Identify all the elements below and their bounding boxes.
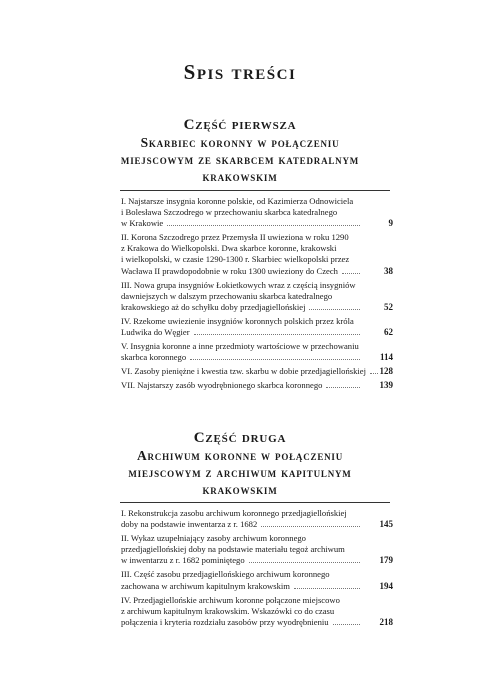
toc-page-number: 62	[384, 327, 393, 338]
part1-divider	[120, 190, 390, 191]
dot-leader	[294, 588, 360, 589]
toc-page-number: 218	[379, 616, 393, 627]
toc-entry	[121, 341, 393, 363]
toc-entry-line: i Bolesława Szczodrego w przechowaniu skarbca katedralnego	[121, 207, 338, 218]
toc-entry-line: Ludwika do Węgier	[121, 327, 190, 338]
toc-entry-line: z archiwum kapitulnym krakowskim. Wskazówki co do czasu	[121, 605, 335, 616]
toc-page-number: 9	[388, 218, 393, 229]
toc-entry-line: Wacława II prawdopodobnie w roku 1300 uwieziony do Czech	[121, 265, 338, 276]
dot-leader	[309, 309, 360, 310]
toc-entry-text	[121, 508, 363, 530]
toc-page-number: 179	[379, 555, 393, 566]
part2-label: Część druga	[193, 430, 287, 446]
part1-entries	[121, 196, 393, 395]
dot-leader	[190, 359, 360, 360]
toc-page-number: 128	[379, 366, 393, 377]
toc-entry	[121, 196, 393, 229]
toc-entry-line: II. Wykaz uzupełniający zasoby archiwum koronnego	[121, 533, 306, 544]
part2-entries	[121, 508, 393, 631]
part2-title-line: miejscowym z archiwum kapitulnym	[128, 465, 352, 480]
toc-entry-line: w inwentarzu z r. 1682 pominiętego	[121, 555, 245, 566]
toc-entry	[121, 569, 393, 591]
page-title: Spis treści	[183, 60, 297, 84]
toc-entry-text	[121, 341, 363, 363]
toc-page-number: 52	[384, 301, 393, 312]
toc-entry-text	[121, 196, 363, 229]
part1-heading	[60, 117, 420, 185]
toc-entry-line: I. Najstarsze insygnia koronne polskie, od Kazimierza Odnowiciela	[121, 196, 354, 206]
toc-entry-line: IV. Przedjagiellońskie archiwum koronne połączone miejscowo	[121, 594, 340, 605]
toc-entry-text	[121, 366, 367, 377]
dot-leader	[194, 334, 360, 335]
toc-entry-line: przedjagiellońskiej doby na podstawie materiału tegoż archiwum	[121, 544, 345, 555]
dot-leader	[261, 526, 360, 527]
toc-entry	[121, 595, 393, 628]
toc-entry-line: VII. Najstarszy zasób wyodrębnionego skarbca koronnego	[121, 380, 323, 391]
toc-entry	[121, 533, 393, 566]
dot-leader	[167, 225, 360, 226]
toc-entry-line: i wielkopolski, w czasie 1290-1300 r. Skarbiec wielkopolski przez	[121, 254, 350, 265]
toc-entry-line: I. Rekonstrukcja zasobu archiwum koronnego przedjagiellońskiej	[121, 508, 347, 518]
toc-page-number: 38	[384, 265, 393, 276]
toc-entry-line: dawniejszych w dalszym przechowaniu skarbca katedralnego	[121, 290, 333, 301]
toc-entry-text	[121, 595, 363, 628]
toc-entry	[121, 316, 393, 338]
part2-title-line: Archiwum koronne w połączeniu	[136, 448, 344, 463]
toc-entry-line: IV. Rzekome uwiezienie insygniów koronnych polskich przez króla	[121, 315, 354, 326]
toc-entry-line: w Krakowie	[121, 218, 164, 229]
part1-title-line: miejscowym ze skarbcem katedralnym	[120, 152, 360, 167]
toc-entry-line: zachowana w archiwum kapitulnym krakowskim	[121, 580, 290, 591]
toc-entry-text	[121, 569, 363, 591]
dot-leader	[333, 624, 360, 625]
dot-leader	[249, 562, 360, 563]
toc-entry-text	[121, 232, 363, 276]
toc-entry-text	[121, 280, 363, 313]
toc-page-number: 145	[379, 519, 393, 530]
toc-page-number: 139	[379, 380, 393, 391]
toc-entry-text	[121, 533, 363, 566]
part2-heading	[60, 430, 420, 498]
part1-title-line: Skarbiec koronny w połączeniu	[140, 135, 340, 150]
toc-entry	[121, 232, 393, 276]
part2-title-line: krakowskim	[202, 482, 278, 497]
toc-entry	[121, 366, 393, 377]
toc-entry-text	[121, 316, 363, 338]
part2-divider	[120, 502, 390, 503]
toc-entry-line: II. Korona Szczodrego przez Przemysła II uwieziona w roku 1290	[121, 232, 349, 243]
toc-entry-line: skarbca koronnego	[121, 352, 187, 363]
toc-entry-line: V. Insygnia koronne a inne przedmioty wartościowe w przechowaniu	[121, 341, 359, 352]
toc-entry	[121, 508, 393, 530]
part1-title-line: krakowskim	[202, 169, 278, 184]
toc-entry-line: z Krakowa do Wielkopolski. Dwa skarbce koronne, krakowski	[121, 243, 337, 254]
toc-entry-text	[121, 380, 363, 391]
toc-page-number: 114	[379, 352, 393, 363]
toc-entry	[121, 380, 393, 391]
toc-page-number: 194	[379, 580, 393, 591]
toc-entry-line: III. Część zasobu przedjagiellońskiego archiwum koronnego	[121, 569, 330, 580]
toc-entry-line: doby na podstawie inwentarza z r. 1682	[121, 519, 258, 530]
part1-label: Część pierwsza	[183, 117, 297, 133]
toc-entry-line: III. Nowa grupa insygniów Łokietkowych wraz z częścią insygniów	[121, 279, 356, 290]
toc-entry	[121, 280, 393, 313]
dot-leader	[342, 273, 360, 274]
dot-leader	[326, 387, 360, 388]
toc-entry-line: VI. Zasoby pieniężne i kwestia tzw. skarbu w dobie przedjagiellońskiej	[121, 366, 367, 377]
toc-entry-line: krakowskiego aż do schyłku doby przedjagiellońskiej	[121, 301, 306, 312]
toc-entry-line: połączenia i kryteria rozdziału zasobów przy wyodrębnieniu	[121, 616, 329, 627]
